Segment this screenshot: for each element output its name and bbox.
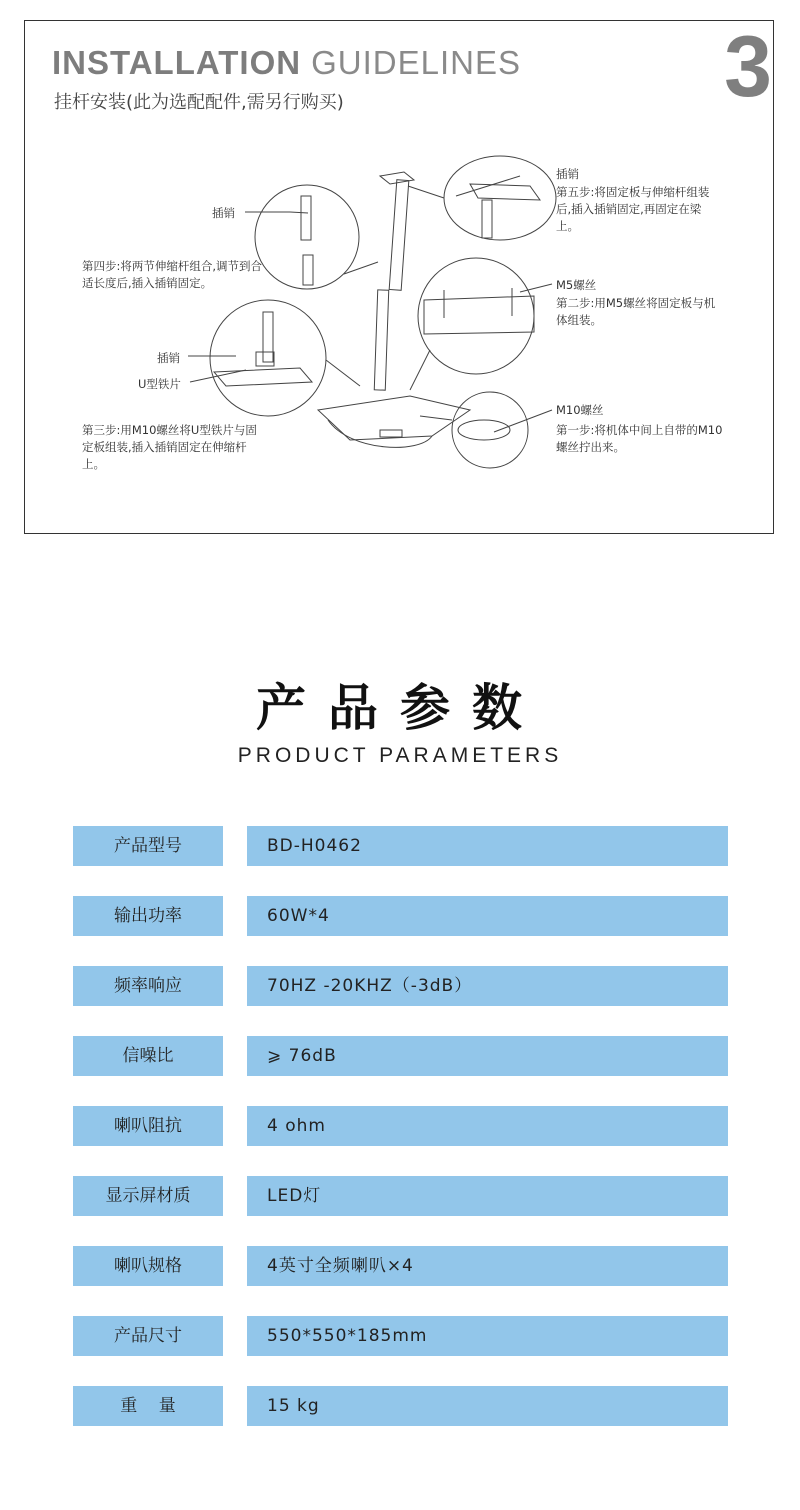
note-step2: 第二步:用M5螺丝将固定板与机体组装。 [556, 296, 716, 327]
heading-light-text: GUIDELINES [311, 44, 521, 81]
upper-pole [389, 180, 409, 291]
spec-value: 70HZ -20KHZ（-3dB） [247, 966, 728, 1006]
speaker-display [380, 430, 402, 437]
spec-value: 60W*4 [247, 896, 728, 936]
note-step5: 第五步:将固定板与伸缩杆组装后,插入插销固定,再固定在梁上。 [556, 185, 710, 233]
spec-label: 喇叭规格 [73, 1246, 223, 1286]
parameters-title: 产品参数 [256, 679, 544, 737]
spec-row [73, 1106, 728, 1146]
spec-row [73, 1386, 728, 1426]
spec-value: 4 ohm [247, 1106, 728, 1146]
installation-subtitle: 挂杆安装(此为选配配件,需另行购买) [54, 92, 344, 113]
parameters-subtitle: PRODUCT PARAMETERS [237, 744, 563, 767]
spec-label: 显示屏材质 [73, 1176, 223, 1216]
spec-label: 重 量 [73, 1386, 223, 1426]
spec-label: 喇叭阻抗 [73, 1106, 223, 1146]
note-step1: 第一步:将机体中间上自带的M10螺丝拧出来。 [556, 423, 723, 454]
spec-label: 产品型号 [73, 826, 223, 866]
callout-m10-screw: M10螺丝 [556, 403, 604, 417]
zoom-circle-step2 [418, 258, 534, 374]
note-step3: 第三步:用M10螺丝将U型铁片与固定板组装,插入插销固定在伸缩杆上。 [82, 423, 257, 471]
spec-label: 输出功率 [73, 896, 223, 936]
spec-value: BD-H0462 [247, 826, 728, 866]
zoom-circle-step5 [444, 156, 556, 240]
spec-value: 550*550*185mm [247, 1316, 728, 1356]
heading-bold-text: INSTALLATION [52, 44, 302, 81]
spec-row [73, 1246, 728, 1286]
spec-row [73, 896, 728, 936]
zoom-circle-step3 [210, 300, 326, 416]
callout-pin-2: 插销 [157, 351, 180, 365]
spec-row [73, 1176, 728, 1216]
callout-m5-screw: M5螺丝 [556, 278, 597, 292]
callout-pin-3: 插销 [556, 167, 579, 181]
step-number: 3 [724, 19, 772, 115]
spec-value: 4英寸全频喇叭×4 [247, 1246, 728, 1286]
spec-value: LED灯 [247, 1176, 728, 1216]
lower-pole [374, 290, 388, 390]
callout-u-bracket: U型铁片 [138, 377, 181, 391]
spec-value: 15 kg [247, 1386, 728, 1426]
zoom-circle-step1 [452, 392, 528, 468]
spec-label: 产品尺寸 [73, 1316, 223, 1356]
spec-row [73, 966, 728, 1006]
spec-label: 信噪比 [73, 1036, 223, 1076]
speaker-body [318, 396, 470, 440]
spec-label: 频率响应 [73, 966, 223, 1006]
spec-value: ⩾ 76dB [247, 1036, 728, 1076]
spec-row [73, 826, 728, 866]
spec-row [73, 1036, 728, 1076]
callout-pin-1: 插销 [212, 206, 235, 220]
spec-row [73, 1316, 728, 1356]
zoom-circle-step4 [255, 185, 359, 289]
note-step4: 第四步:将两节伸缩杆组合,调节到合适长度后,插入插销固定。 [82, 259, 263, 290]
